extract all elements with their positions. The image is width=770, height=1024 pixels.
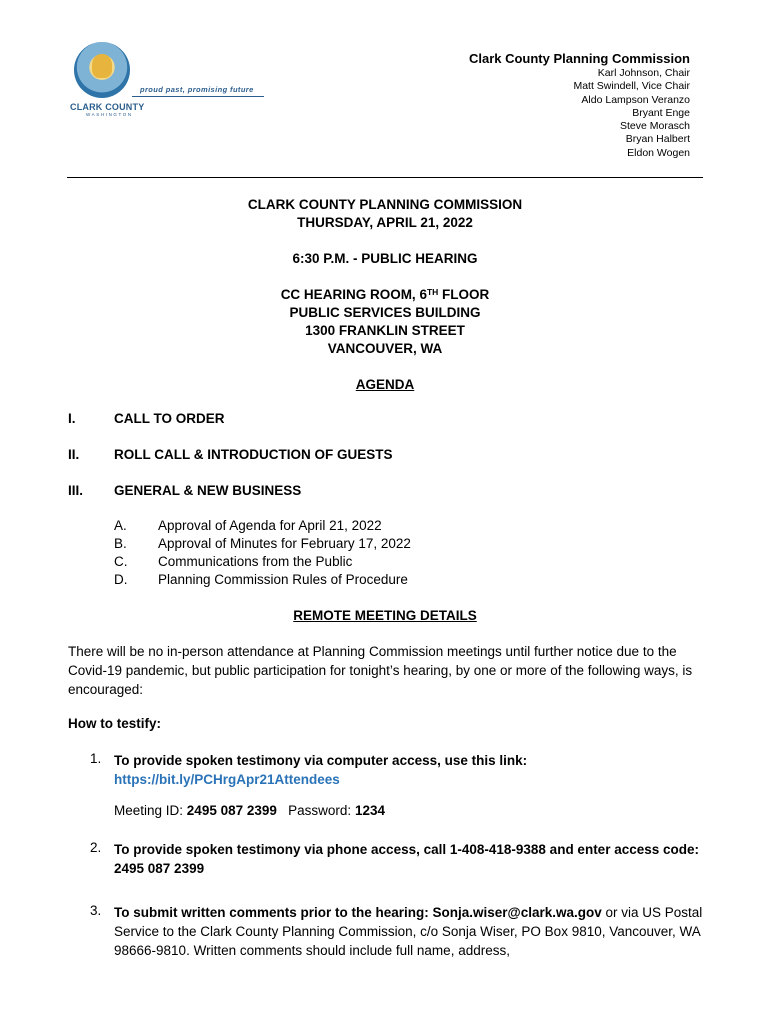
agenda-heading: AGENDA [355,377,415,392]
meeting-room: CC HEARING ROOM, 6TH FLOOR [280,287,490,302]
testify-written-lead: To submit written comments prior to the hearing: Sonja.wiser@clark.wa.gov [114,905,602,920]
testify-written-item [114,903,708,960]
agenda-item-roll-call: ROLL CALL & INTRODUCTION OF GUESTS [114,447,393,462]
sub-item-letter: C. [114,554,128,569]
sub-item-approval-minutes: Approval of Minutes for February 17, 2022 [158,536,411,551]
header-divider [67,177,703,178]
testify-computer-item [114,751,708,820]
sub-item-approval-agenda: Approval of Agenda for April 21, 2022 [158,518,382,533]
password-value: 1234 [354,803,385,818]
testify-item-number: 3. [90,903,102,918]
agenda-numeral: I. [68,411,76,426]
sub-item-communications: Communications from the Public [158,554,353,569]
member: Steve Morasch [619,120,690,133]
logo-state-name: WASHINGTON [86,112,133,117]
sub-item-letter: B. [114,536,127,551]
meeting-id-label: Meeting ID: [114,803,184,818]
member-vice-chair: Matt Swindell, Vice Chair [573,80,690,93]
meeting-street: 1300 FRANKLIN STREET [305,323,465,338]
agenda-numeral: II. [68,447,80,462]
meeting-location [0,286,770,358]
remote-intro-paragraph: There will be no in-person attendance at Planning Commission meetings until further notice due to the Covid-19 pandemic, but public participation for tonight’s hearing, by one or more of the following ways, is encouraged: [68,644,693,697]
testify-computer-text: To provide spoken testimony via computer access, use this link: [114,753,528,768]
meeting-city: VANCOUVER, WA [327,341,443,356]
logo-tagline: proud past, promising future [140,85,254,94]
clark-county-logo [68,38,268,118]
member: Aldo Lampson Veranzo [581,93,690,106]
sub-item-letter: D. [114,572,128,587]
meeting-building: PUBLIC SERVICES BUILDING [289,305,481,320]
sub-item-rules-procedure: Planning Commission Rules of Procedure [158,572,408,587]
member: Bryan Halbert [625,133,690,146]
logo-county-name: CLARK COUNTY [70,102,145,112]
remote-meeting-heading: REMOTE MEETING DETAILS [293,608,477,623]
meeting-time: 6:30 P.M. - PUBLIC HEARING [292,251,478,266]
testify-phone-item: To provide spoken testimony via phone access, call 1-408-418-9388 and enter access code: 2495 087 2399 [114,842,700,876]
testify-written-text: or via US Postal Service to the Clark County Planning Commission, c/o Sonja Wiser, PO Box 9810, Vancouver, WA 98666-9810. Written comments should include full name, address, [114,905,703,958]
how-to-testify-heading: How to testify: [68,716,161,731]
sub-item-letter: A. [114,518,127,533]
commission-header [469,50,690,160]
agenda-item-general-business: GENERAL & NEW BUSINESS [114,483,302,498]
meeting-title-line1: CLARK COUNTY PLANNING COMMISSION [247,197,523,212]
member: Bryant Enge [632,106,690,119]
member: Eldon Wogen [627,146,690,159]
meeting-id-value: 2495 087 2399 [186,803,277,818]
testify-item-number: 2. [90,840,102,855]
member-chair: Karl Johnson, Chair [597,67,690,79]
agenda-numeral: III. [68,483,84,498]
meeting-title [0,196,770,232]
meeting-credentials [114,801,708,820]
logo-rule [132,96,264,97]
password-label: Password: [288,803,352,818]
commission-title: Clark County Planning Commission [468,51,690,66]
logo-figure-icon [92,54,112,78]
attendee-link[interactable]: https://bit.ly/PCHrgApr21Attendees [114,772,340,787]
agenda-item-call-to-order: CALL TO ORDER [114,411,225,426]
meeting-date: THURSDAY, APRIL 21, 2022 [297,215,473,230]
testify-item-number: 1. [90,751,102,766]
